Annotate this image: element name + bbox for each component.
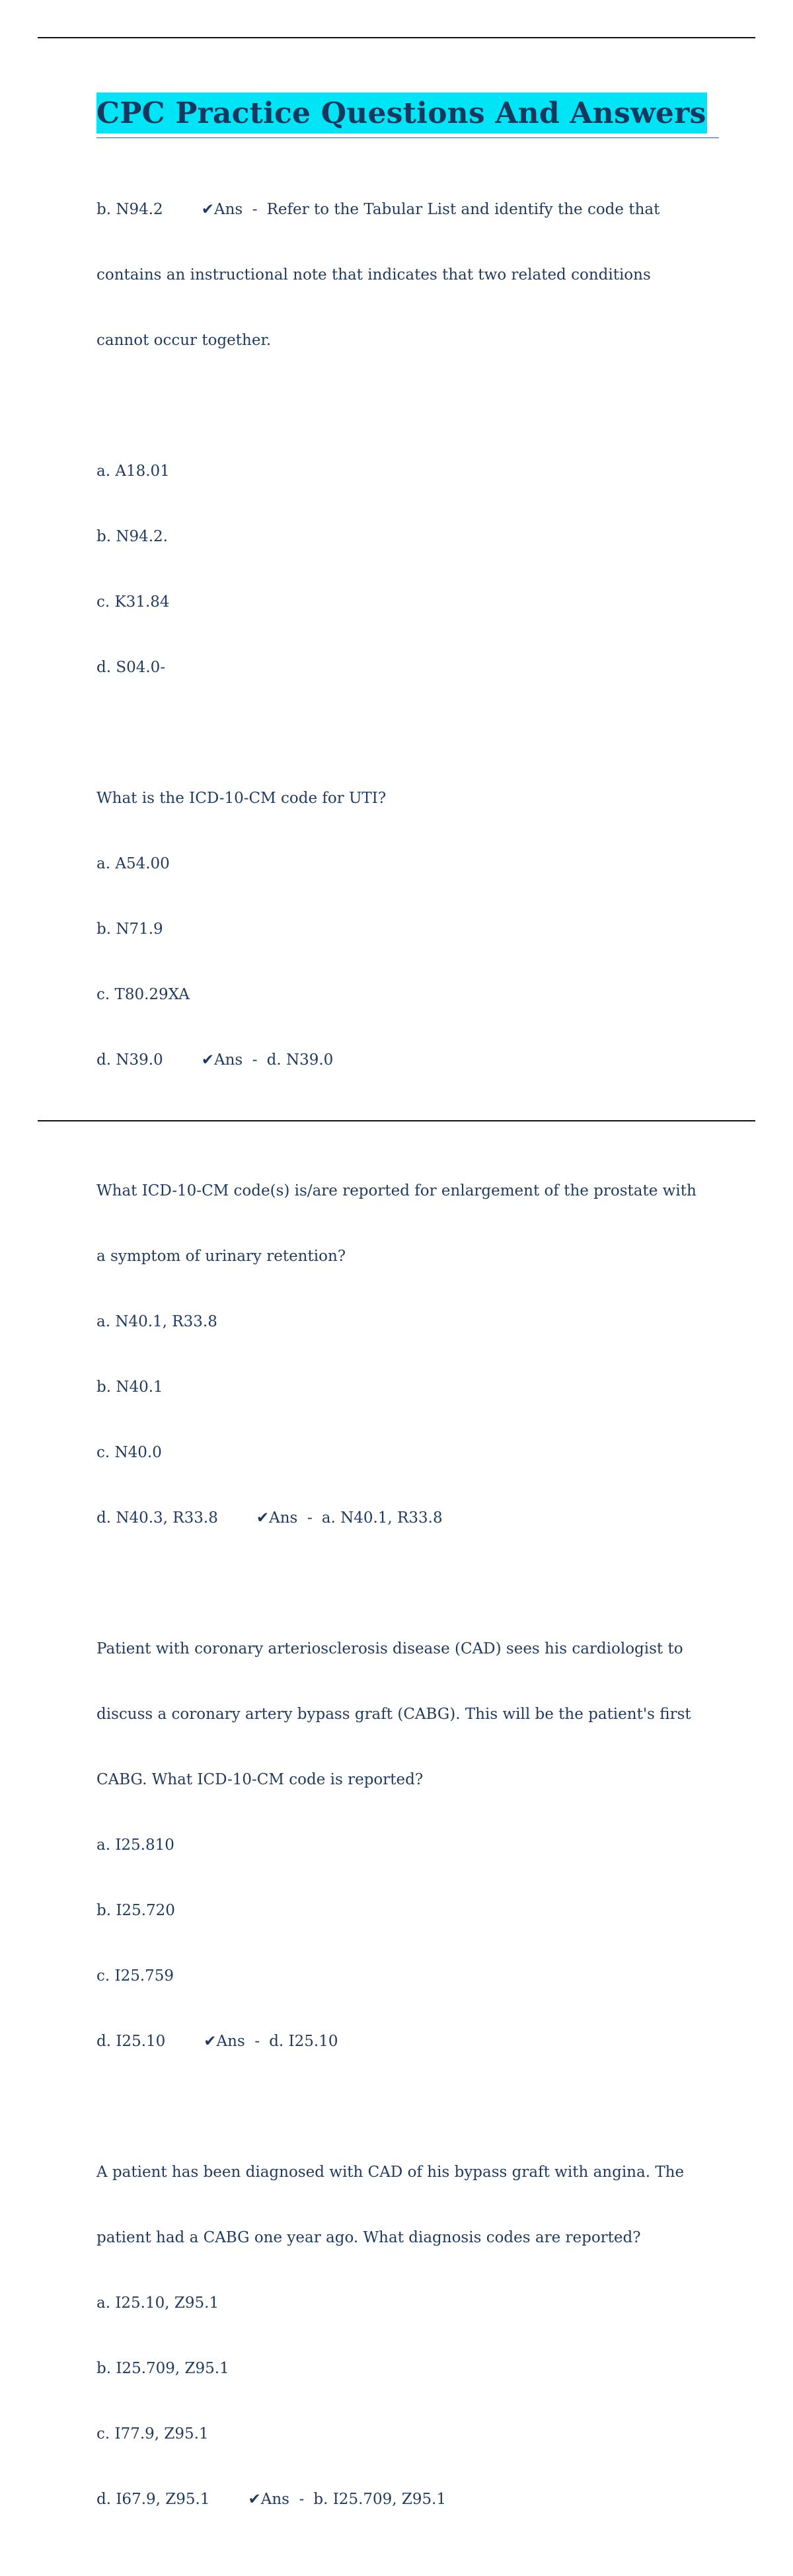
- qa-item: [96, 2118, 719, 2554]
- title-underline: [96, 93, 719, 138]
- question-line: A patient has been diagnosed with CAD of his bypass graft with angina. The: [96, 2164, 685, 2181]
- question-line: What is the ICD-10-CM code for UTI?: [96, 790, 387, 807]
- question-line: contains an instructional note that indicates that two related conditions: [96, 266, 651, 284]
- option-item: b. N40.1: [96, 1379, 163, 1396]
- qa-item: [96, 1137, 719, 1573]
- option-item: c. T80.29XA: [96, 986, 190, 1003]
- check-icon-answer-mark: ✔Ans -: [201, 201, 258, 218]
- check-icon-answer-mark: ✔Ans -: [256, 1509, 313, 1527]
- answer-text: b. I25.709, Z95.1: [313, 2491, 447, 2508]
- check-icon-answer-mark: ✔Ans -: [204, 2033, 260, 2050]
- question-line: discuss a coronary artery bypass graft (CABG). This will be the patient's first: [96, 1706, 691, 1723]
- page-bottom-rule: [38, 1120, 755, 1121]
- page-title: CPC Practice Questions And Answers: [96, 93, 707, 133]
- option-item: d. N39.0: [96, 1051, 163, 1069]
- option-item: c. I77.9, Z95.1: [96, 2425, 209, 2443]
- answer-text: d. I25.10: [269, 2033, 338, 2050]
- qa-item: [96, 1595, 719, 2096]
- option-item: b. I25.720: [96, 1902, 175, 1919]
- answer-option: b. N94.2: [96, 201, 163, 218]
- option-item: b. N94.2.: [96, 528, 168, 545]
- question-line: patient had a CABG one year ago. What diagnosis codes are reported?: [96, 2229, 641, 2246]
- answer-line: [96, 1049, 719, 1071]
- option-item: b. N71.9: [96, 921, 163, 938]
- option-item: d. I25.10: [96, 2033, 166, 2050]
- option-item: a. N40.1, R33.8: [96, 1313, 217, 1330]
- qa-item: [96, 155, 719, 395]
- option-item: c. K31.84: [96, 593, 170, 611]
- options-list: [96, 417, 719, 722]
- question-line: cannot occur together.: [96, 332, 272, 349]
- option-item: d. S04.0-: [96, 659, 166, 676]
- question-line: a symptom of urinary retention?: [96, 1248, 346, 1265]
- option-item: d. N40.3, R33.8: [96, 1509, 218, 1527]
- answer-line: [96, 2489, 719, 2511]
- answer-line: [96, 2031, 719, 2053]
- option-item: c. N40.0: [96, 1444, 162, 1461]
- question-line: What ICD-10-CM code(s) is/are reported for enlargement of the prostate with: [96, 1182, 697, 1199]
- qa-item: [96, 744, 719, 1115]
- question-line: Patient with coronary arteriosclerosis disease (CAD) sees his cardiologist to: [96, 1640, 683, 1657]
- option-item: b. I25.709, Z95.1: [96, 2360, 229, 2377]
- option-item: d. I67.9, Z95.1: [96, 2491, 210, 2508]
- check-icon-answer-mark: ✔Ans -: [201, 1051, 258, 1069]
- page-top-rule: [38, 37, 755, 38]
- answer-text: d. N39.0: [266, 1051, 334, 1069]
- option-item: a. I25.810: [96, 1837, 174, 1854]
- option-item: c. I25.759: [96, 1967, 174, 1985]
- option-item: a. I25.10, Z95.1: [96, 2294, 219, 2312]
- option-item: a. A54.00: [96, 855, 170, 872]
- answer-text: a. N40.1, R33.8: [321, 1509, 443, 1527]
- option-item: a. A18.01: [96, 463, 170, 480]
- question-line: CABG. What ICD-10-CM code is reported?: [96, 1771, 424, 1788]
- answer-text: Refer to the Tabular List and identify the code that: [266, 201, 660, 218]
- check-icon-answer-mark: ✔Ans -: [248, 2491, 305, 2508]
- answer-line: [96, 1507, 719, 1529]
- answer-line: [96, 199, 719, 221]
- document-body: [96, 93, 719, 2576]
